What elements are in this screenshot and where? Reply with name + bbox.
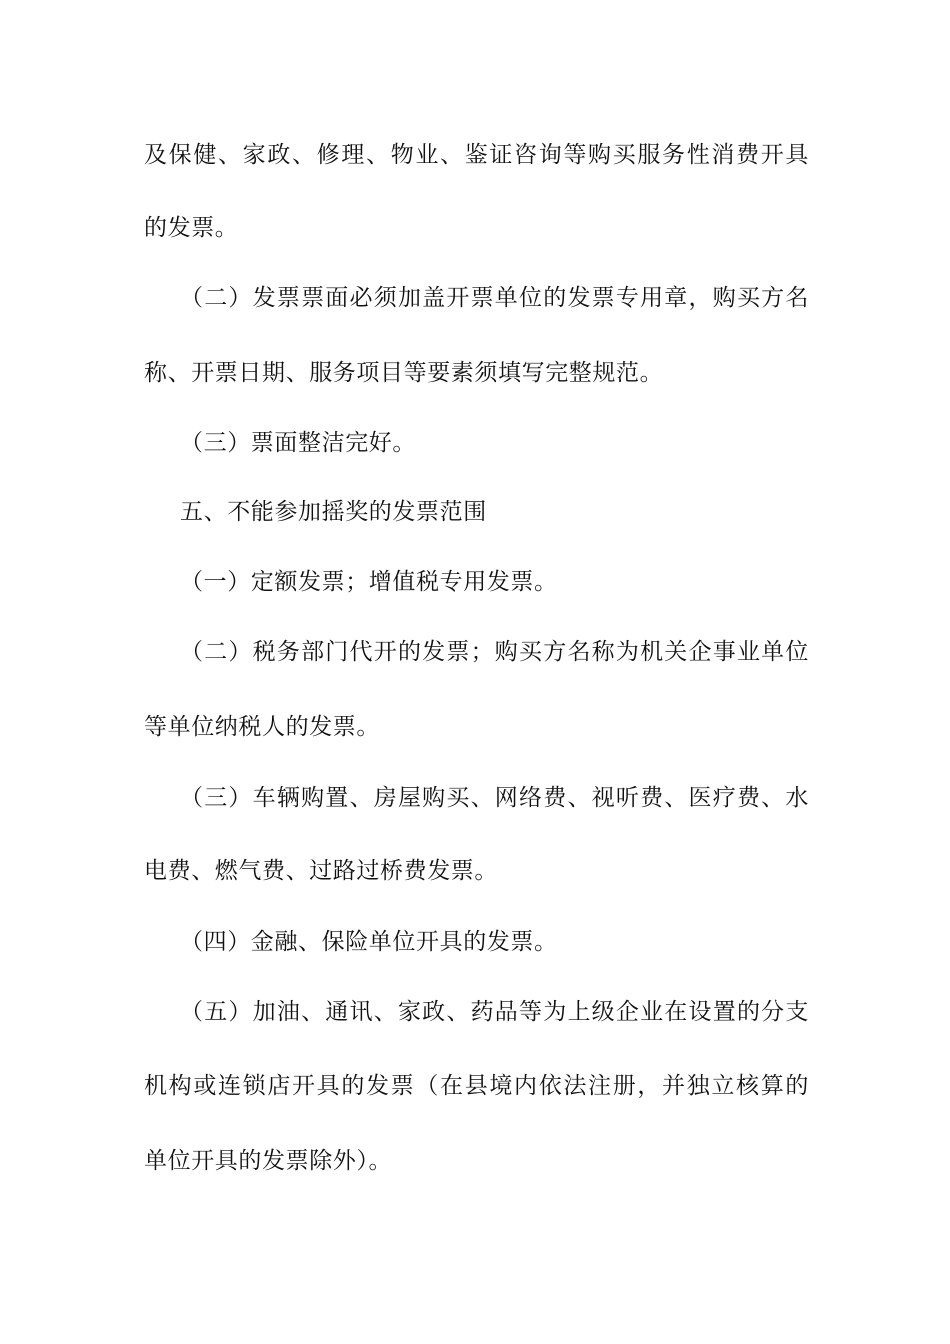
- paragraph-line: （三）车辆购置、房屋购买、网络费、视听费、医疗费、水: [180, 785, 809, 811]
- paragraph-line: （四）金融、保险单位开具的发票。: [180, 929, 558, 955]
- paragraph-line: 及保健、家政、修理、物业、鉴证咨询等购买服务性消费开具: [144, 142, 809, 168]
- paragraph-line: 的发票。: [144, 215, 239, 241]
- paragraph-line: 单位开具的发票除外）。: [144, 1148, 393, 1174]
- paragraph-line: （一）定额发票；增值税专用发票。: [180, 569, 558, 595]
- paragraph-line: 机构或连锁店开具的发票（在县境内依法注册，并独立核算的: [144, 1073, 809, 1099]
- section-heading: 五、不能参加摇奖的发票范围: [180, 499, 487, 525]
- paragraph-line: 电费、燃气费、过路过桥费发票。: [144, 858, 498, 884]
- paragraph-line: （二）发票票面必须加盖开票单位的发票专用章，购买方名: [180, 285, 809, 311]
- paragraph-line: （五）加油、通讯、家政、药品等为上级企业在设置的分支: [180, 999, 809, 1025]
- paragraph-line: （二）税务部门代开的发票；购买方名称为机关企事业单位: [180, 639, 809, 665]
- paragraph-line: 等单位纳税人的发票。: [144, 714, 380, 740]
- paragraph-line: 称、开票日期、服务项目等要素须填写完整规范。: [144, 360, 664, 386]
- paragraph-line: （三）票面整洁完好。: [180, 430, 416, 456]
